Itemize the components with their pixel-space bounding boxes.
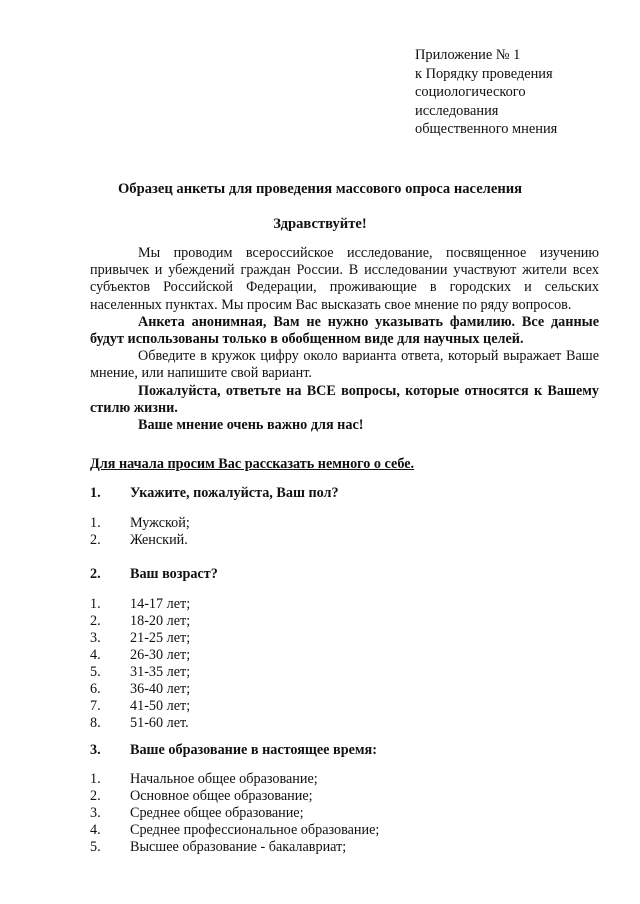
- intro-text: [90, 245, 599, 434]
- option-number: 3.: [90, 805, 101, 821]
- option-number: 2.: [90, 613, 101, 629]
- option-text: Среднее профессиональное образование;: [130, 822, 380, 838]
- section-heading: Для начала просим Вас рассказать немного о себе.: [90, 456, 415, 472]
- option-text: 41-50 лет;: [130, 698, 191, 714]
- answer-option[interactable]: [90, 515, 190, 532]
- question-number: 3.: [90, 742, 101, 758]
- option-text: Мужской;: [130, 515, 190, 531]
- options-age: [90, 596, 190, 732]
- answer-option[interactable]: [90, 839, 379, 856]
- option-number: 2.: [90, 532, 101, 548]
- option-number: 2.: [90, 788, 101, 804]
- answer-option[interactable]: [90, 805, 379, 822]
- answer-option[interactable]: [90, 822, 379, 839]
- answer-option[interactable]: [90, 771, 379, 788]
- intro-paragraph-important: Ваше мнение очень важно для нас!: [138, 417, 364, 434]
- appendix-line: социологического: [415, 84, 526, 100]
- answer-option[interactable]: [90, 630, 190, 647]
- answer-option[interactable]: [90, 698, 190, 715]
- answer-option[interactable]: [90, 596, 190, 613]
- question-age: [90, 566, 218, 583]
- answer-option[interactable]: [90, 647, 190, 664]
- question-education: [90, 742, 377, 759]
- option-number: 8.: [90, 715, 101, 731]
- appendix-line: исследования: [415, 102, 499, 119]
- option-text: 51-60 лет.: [130, 715, 189, 731]
- question-text: Укажите, пожалуйста, Ваш пол?: [130, 485, 339, 501]
- option-number: 1.: [90, 771, 101, 787]
- option-number: 4.: [90, 647, 101, 663]
- answer-option[interactable]: [90, 613, 190, 630]
- option-text: 36-40 лет;: [130, 681, 191, 697]
- answer-option[interactable]: [90, 664, 190, 681]
- appendix-line: общественного мнения: [415, 121, 558, 137]
- option-text: Среднее общее образование;: [130, 805, 304, 821]
- appendix-note: [415, 46, 615, 139]
- options-gender: [90, 515, 190, 549]
- question-text: Ваш возраст?: [130, 566, 218, 582]
- answer-option[interactable]: [90, 532, 190, 549]
- option-text: Начальное общее образование;: [130, 771, 318, 787]
- option-text: Высшее образование - бакалавриат;: [130, 839, 347, 855]
- answer-option[interactable]: [90, 681, 190, 698]
- answer-option[interactable]: [90, 788, 379, 805]
- option-text: Основное общее образование;: [130, 788, 313, 804]
- option-text: Женский.: [130, 532, 188, 548]
- greeting: Здравствуйте!: [273, 216, 367, 232]
- appendix-line: Приложение № 1: [415, 47, 521, 63]
- option-text: 31-35 лет;: [130, 664, 191, 680]
- option-text: 26-30 лет;: [130, 647, 191, 663]
- question-number: 1.: [90, 485, 101, 501]
- document-title: Образец анкеты для проведения массового опроса населения: [117, 181, 523, 197]
- options-education: [90, 771, 379, 856]
- option-text: 14-17 лет;: [130, 596, 191, 612]
- option-number: 5.: [90, 664, 101, 680]
- option-number: 1.: [90, 596, 101, 612]
- appendix-line: к Порядку проведения: [415, 65, 553, 82]
- option-text: 18-20 лет;: [130, 613, 191, 629]
- intro-paragraph-all-questions: Пожалуйста, ответьте на ВСЕ вопросы, которые относятся к Вашему стилю жизни.: [90, 382, 599, 416]
- question-text: Ваше образование в настоящее время:: [130, 742, 377, 758]
- intro-paragraph-anonymous: Анкета анонимная, Вам не нужно указывать фамилию. Все данные будут использованы только в обобщенном виде для научных целей.: [90, 313, 599, 348]
- question-gender: [90, 485, 339, 502]
- question-number: 2.: [90, 566, 101, 582]
- option-number: 4.: [90, 822, 101, 838]
- answer-option[interactable]: [90, 715, 190, 732]
- option-text: 21-25 лет;: [130, 630, 191, 646]
- option-number: 1.: [90, 515, 101, 531]
- intro-paragraph: Мы проводим всероссийское исследование, посвященное изучению привычек и убеждений граждан России. В исследовании участвуют жители всех субъектов Российской Федерации, проживающие в городских и сельских населенных пунктах. Мы просим Вас высказать свое мнение по ряду вопросов.: [90, 245, 599, 313]
- option-number: 6.: [90, 681, 101, 697]
- option-number: 5.: [90, 839, 101, 855]
- intro-paragraph-instructions: Обведите в кружок цифру около варианта ответа, который выражает Ваше мнение, или напишите свой вариант.: [90, 348, 599, 382]
- option-number: 7.: [90, 698, 101, 714]
- option-number: 3.: [90, 630, 101, 646]
